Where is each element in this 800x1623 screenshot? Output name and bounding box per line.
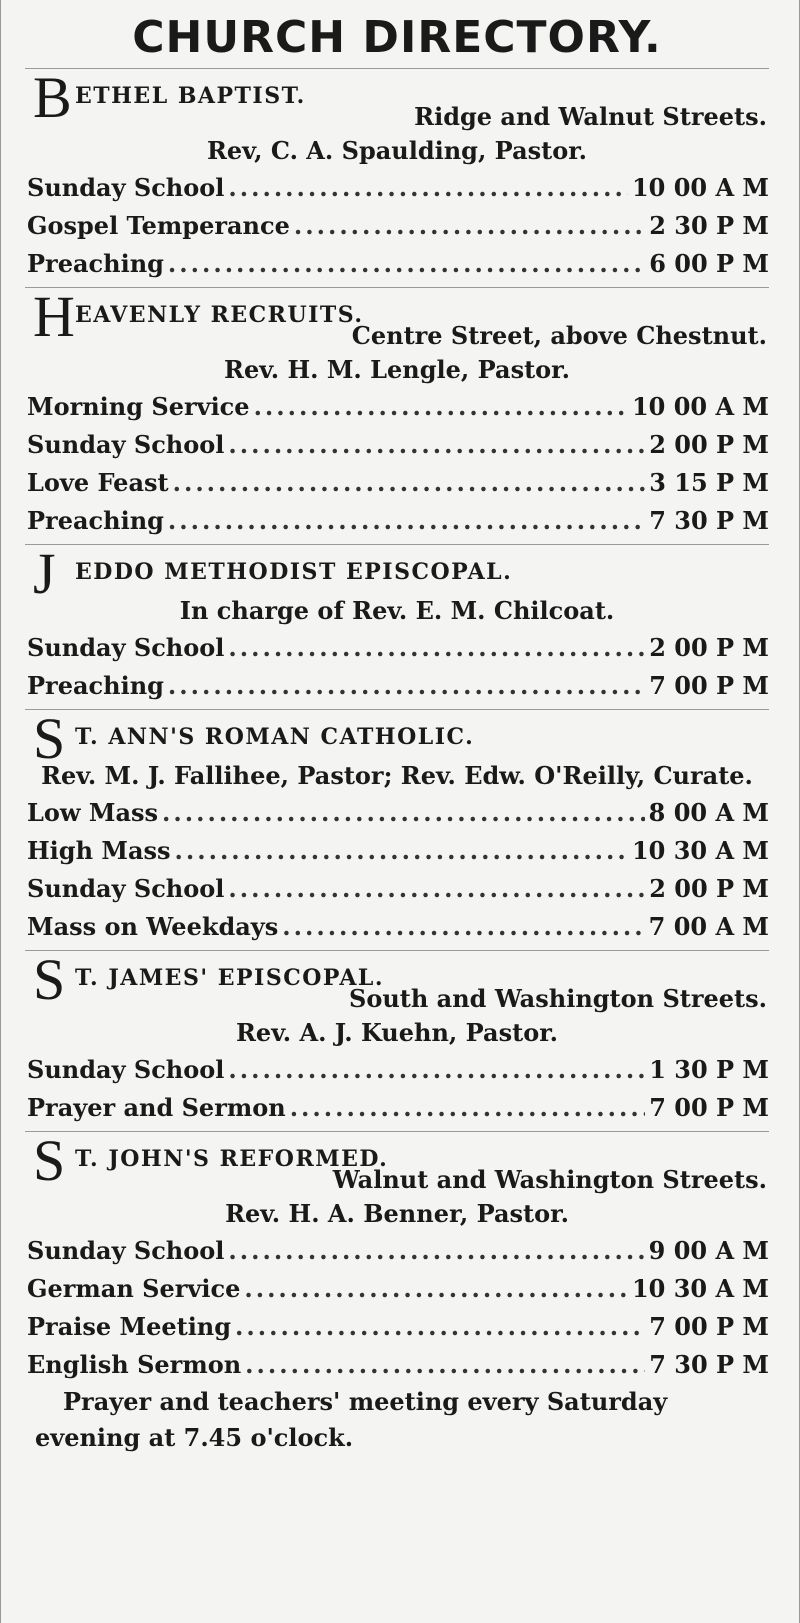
service-name: English Sermon <box>27 1350 242 1379</box>
service-time: 2 00 P M <box>649 874 769 903</box>
drop-cap: B <box>33 65 72 130</box>
service-row <box>25 464 769 502</box>
church-pastor: Rev. H. M. Lengle, Pastor. <box>224 355 570 384</box>
service-row <box>25 502 769 540</box>
church-entry-bethel-baptist <box>25 65 769 287</box>
leader-dots <box>168 245 645 283</box>
church-name: ETHEL BAPTIST. <box>75 83 306 109</box>
page-title: CHURCH DIRECTORY. <box>132 12 662 63</box>
church-name: T. JOHN'S REFORMED. <box>75 1146 389 1172</box>
leader-dots <box>294 207 645 245</box>
service-name: Prayer and Sermon <box>27 1093 286 1122</box>
church-heading <box>25 284 769 349</box>
service-name: Low Mass <box>27 798 159 827</box>
service-row <box>25 1346 769 1384</box>
service-time: 6 00 P M <box>649 249 769 278</box>
leader-dots <box>228 629 645 667</box>
leader-dots <box>162 794 645 832</box>
service-time: 7 30 P M <box>649 1350 769 1379</box>
church-pastor: In charge of Rev. E. M. Chilcoat. <box>179 596 615 625</box>
service-name: Sunday School <box>27 633 225 662</box>
service-row <box>25 832 769 870</box>
service-name: Gospel Temperance <box>27 211 290 240</box>
church-pastor: Rev. H. A. Benner, Pastor. <box>225 1199 569 1228</box>
service-name: Preaching <box>27 249 164 278</box>
church-name: T. ANN'S ROMAN CATHOLIC. <box>75 724 475 750</box>
leader-dots <box>282 908 644 946</box>
service-time: 10 30 A M <box>631 1274 769 1303</box>
service-name: Love Feast <box>27 468 169 497</box>
church-entry-heavenly-recruits <box>25 284 769 544</box>
service-row <box>25 169 769 207</box>
leader-dots <box>235 1308 645 1346</box>
service-row <box>25 667 769 705</box>
leader-dots <box>173 464 646 502</box>
church-heading <box>25 947 769 1012</box>
church-address: Walnut and Washington Streets. <box>332 1165 767 1194</box>
service-name: Sunday School <box>27 1055 225 1084</box>
drop-cap: H <box>33 284 75 349</box>
service-time: 3 15 P M <box>649 468 769 497</box>
church-pastor: Rev, C. A. Spaulding, Pastor. <box>206 136 588 165</box>
service-time: 7 00 P M <box>649 1312 769 1341</box>
leader-dots <box>244 1270 628 1308</box>
church-entry-jeddo-methodist <box>25 541 769 709</box>
meeting-note: Prayer and teachers' meeting every Saturday evening at 7.45 o'clock. <box>35 1387 668 1452</box>
service-row <box>25 908 769 946</box>
service-row <box>25 388 769 426</box>
service-time: 7 00 A M <box>648 912 769 941</box>
church-entry-st-james <box>25 947 769 1131</box>
leader-dots <box>245 1346 645 1384</box>
service-row <box>25 207 769 245</box>
service-time: 10 30 A M <box>631 836 769 865</box>
service-row <box>25 794 769 832</box>
service-row <box>25 1051 769 1089</box>
service-time: 2 30 P M <box>649 211 769 240</box>
service-time: 7 00 P M <box>649 671 769 700</box>
service-name: Sunday School <box>27 1236 225 1265</box>
leader-dots <box>228 870 645 908</box>
church-heading <box>25 541 769 606</box>
leader-dots <box>254 388 628 426</box>
drop-cap: J <box>33 541 56 606</box>
church-entry-st-anns <box>25 706 769 950</box>
church-address: South and Washington Streets. <box>349 984 767 1013</box>
service-row <box>25 1232 769 1270</box>
service-name: Preaching <box>27 506 164 535</box>
drop-cap: S <box>33 947 66 1012</box>
service-time: 10 00 A M <box>631 173 769 202</box>
service-row <box>25 1270 769 1308</box>
leader-dots <box>228 1232 644 1270</box>
service-time: 2 00 P M <box>649 633 769 662</box>
service-name: Sunday School <box>27 874 225 903</box>
leader-dots <box>168 502 645 540</box>
church-pastor: Rev. A. J. Kuehn, Pastor. <box>235 1018 558 1047</box>
service-row <box>25 870 769 908</box>
service-name: High Mass <box>27 836 171 865</box>
leader-dots <box>175 832 628 870</box>
church-address: Centre Street, above Chestnut. <box>351 321 767 350</box>
service-time: 10 00 A M <box>631 392 769 421</box>
leader-dots <box>290 1089 646 1127</box>
service-time: 7 30 P M <box>649 506 769 535</box>
drop-cap: S <box>33 706 66 771</box>
leader-dots <box>228 1051 645 1089</box>
leader-dots <box>228 169 628 207</box>
service-name: Praise Meeting <box>27 1312 232 1341</box>
drop-cap: S <box>33 1128 66 1193</box>
service-time: 8 00 A M <box>648 798 769 827</box>
service-name: German Service <box>27 1274 241 1303</box>
service-row <box>25 1089 769 1127</box>
leader-dots <box>228 426 645 464</box>
service-time: 1 30 P M <box>649 1055 769 1084</box>
service-row <box>25 245 769 283</box>
church-address: Ridge and Walnut Streets. <box>414 102 767 131</box>
service-name: Sunday School <box>27 430 225 459</box>
church-name: T. JAMES' EPISCOPAL. <box>75 965 385 991</box>
service-row <box>25 629 769 667</box>
service-row <box>25 426 769 464</box>
church-heading <box>25 1128 769 1193</box>
church-heading <box>25 706 769 771</box>
service-name: Preaching <box>27 671 164 700</box>
service-name: Morning Service <box>27 392 250 421</box>
church-pastor: Rev. M. J. Fallihee, Pastor; Rev. Edw. O'Reilly, Curate. <box>41 761 753 790</box>
service-name: Sunday School <box>27 173 225 202</box>
church-name: EDDO METHODIST EPISCOPAL. <box>75 559 513 585</box>
service-row <box>25 1308 769 1346</box>
church-heading <box>25 65 769 130</box>
service-time: 2 00 P M <box>649 430 769 459</box>
church-entry-st-johns <box>25 1128 769 1460</box>
service-time: 7 00 P M <box>649 1093 769 1122</box>
service-time: 9 00 A M <box>648 1236 769 1265</box>
church-name: EAVENLY RECRUITS. <box>75 302 364 328</box>
service-name: Mass on Weekdays <box>27 912 279 941</box>
leader-dots <box>168 667 645 705</box>
